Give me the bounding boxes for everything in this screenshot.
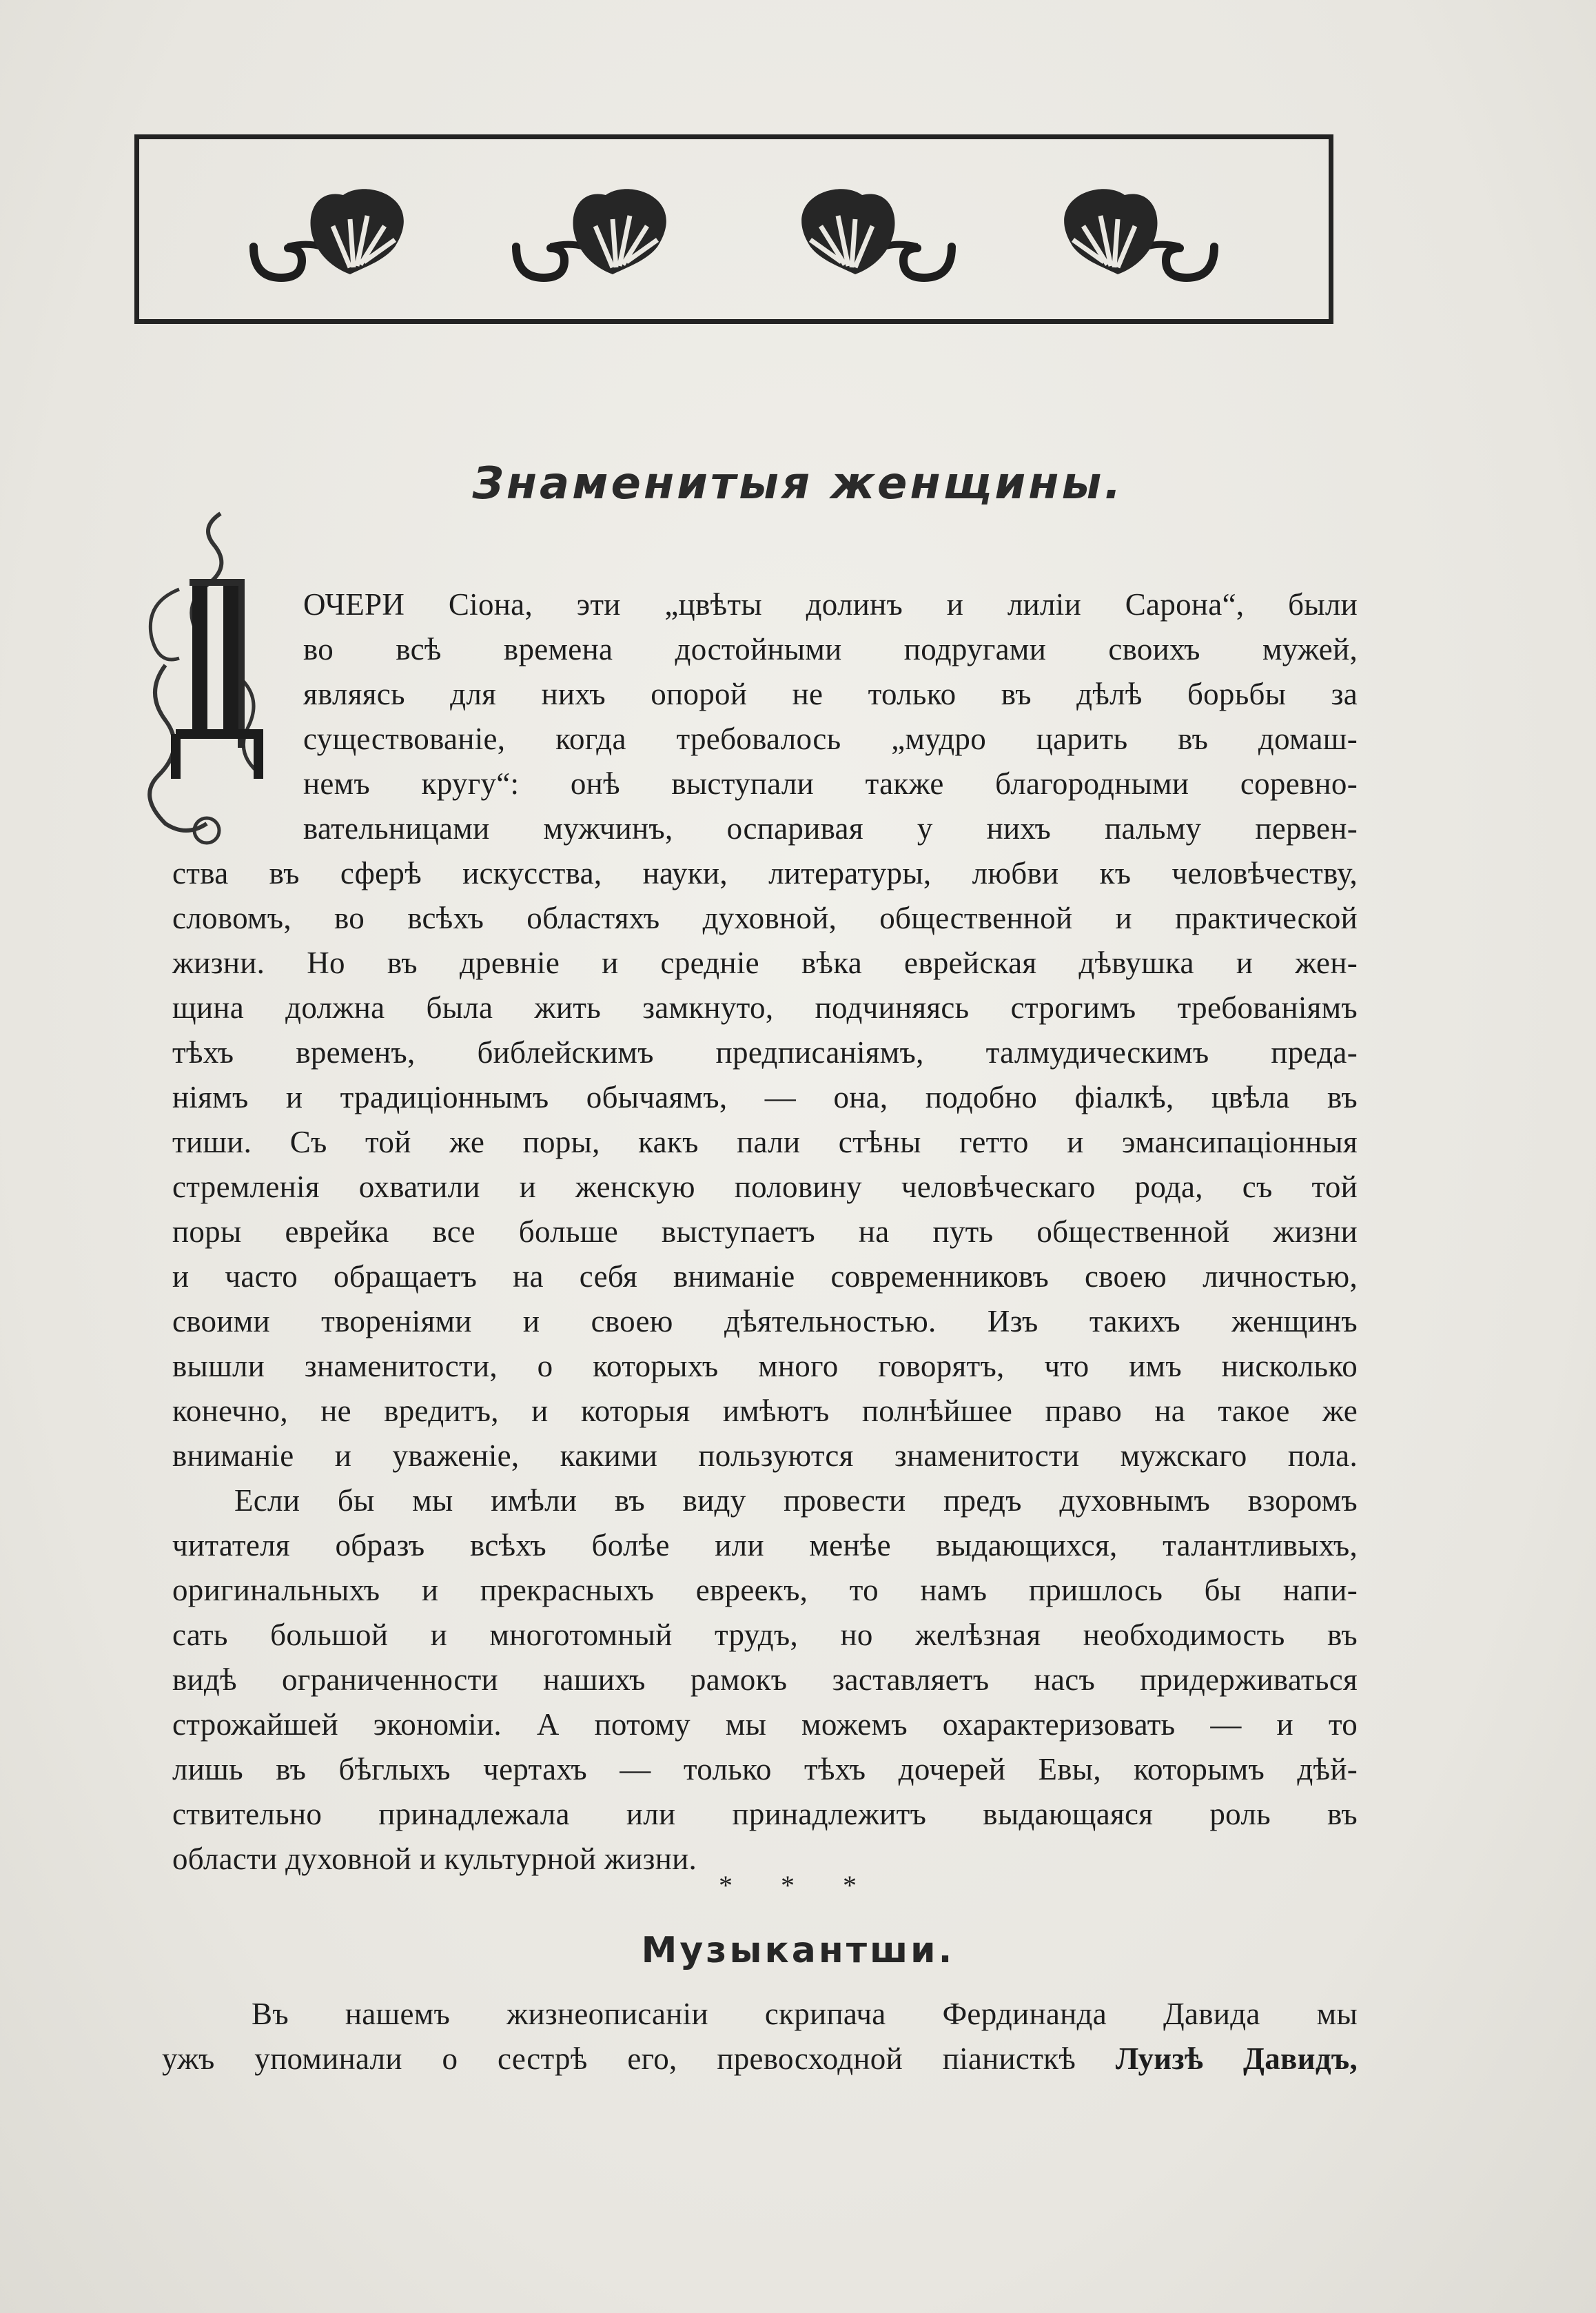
person-name: Луизѣ Давидъ, bbox=[1115, 2041, 1358, 2076]
text-line: поры еврейка все больше выступаетъ на путь общественной жизни bbox=[172, 1214, 1358, 1249]
section-title: Музыкантши. bbox=[641, 1930, 955, 1971]
text-line: жизни. Но въ древніе и средніе вѣка еврейская дѣвушка и жен- bbox=[172, 946, 1358, 980]
page-title: Знаменитыя женщины. bbox=[472, 458, 1124, 509]
text-line: существованіе, когда требовалось „мудро царить въ домаш- bbox=[303, 722, 1358, 756]
paragraph-3 bbox=[162, 1992, 1358, 2081]
text-line: ствительно принадлежала или принадлежитъ выдающаяся роль въ bbox=[172, 1797, 1358, 1831]
text-line: и часто обращаетъ на себя вниманіе современниковъ своею личностью, bbox=[172, 1259, 1358, 1294]
text-line: конечно, не вредитъ, и которыя имѣютъ полнѣйшее право на такое же bbox=[172, 1394, 1358, 1428]
text-line: вниманіе и уваженіе, какими пользуются знаменитости мужскаго пола. bbox=[172, 1438, 1358, 1473]
text-line: оригинальныхъ и прекрасныхъ евреекъ, то намъ пришлось бы напи- bbox=[172, 1573, 1358, 1607]
text-fragment: ужъ упоминали о сестрѣ его, превосходной піанисткѣ bbox=[162, 2041, 1116, 2076]
text-line: видѣ ограниченности нашихъ рамокъ заставляетъ насъ придерживаться bbox=[172, 1662, 1358, 1697]
text-line: строжайшей экономіи. А потому мы можемъ охарактеризовать — и то bbox=[172, 1707, 1358, 1742]
text-line: ніямъ и традиціоннымъ обычаямъ, — она, подобно фіалкѣ, цвѣла въ bbox=[172, 1080, 1358, 1114]
text-line: сать большой и многотомный трудъ, но желѣзная необходимость въ bbox=[172, 1618, 1358, 1652]
text-line: ОЧЕРИ Сіона, эти „цвѣты долинъ и лиліи Сарона“, были bbox=[303, 587, 1358, 622]
text-line: стремленія охватили и женскую половину человѣческаго рода, съ той bbox=[172, 1170, 1358, 1204]
text-line: вышли знаменитости, о которыхъ много говорятъ, что имъ нисколько bbox=[172, 1349, 1358, 1383]
text-line: во всѣ времена достойными подругами своихъ мужей, bbox=[303, 632, 1358, 666]
text-line: Въ нашемъ жизнеописаніи скрипача Фердинанда Давида мы bbox=[252, 1997, 1358, 2031]
header-ornament-frame bbox=[134, 134, 1333, 324]
leaf-ornament-icon bbox=[247, 171, 433, 288]
leaf-ornament-icon bbox=[509, 171, 695, 288]
leaf-ornament-icon bbox=[1035, 171, 1221, 288]
text-line: Если бы мы имѣли въ виду провести предъ духовнымъ взоромъ bbox=[234, 1483, 1358, 1518]
text-line: ства въ сферѣ искусства, науки, литературы, любви къ человѣчеству, bbox=[172, 856, 1358, 890]
text-line: лишь въ бѣглыхъ чертахъ — только тѣхъ дочерей Евы, которымъ дѣй- bbox=[172, 1752, 1358, 1786]
text-line bbox=[162, 2037, 1358, 2081]
text-line: словомъ, во всѣхъ областяхъ духовной, общественной и практической bbox=[172, 901, 1358, 935]
text-line: являясь для нихъ опорой не только въ дѣлѣ борьбы за bbox=[303, 677, 1358, 711]
section-separator: * * * bbox=[719, 1870, 877, 1901]
text-line: своими твореніями и своею дѣятельностью. Изъ такихъ женщинъ bbox=[172, 1304, 1358, 1338]
text-line: тѣхъ временъ, библейскимъ предписаніямъ, талмудическимъ преда- bbox=[172, 1035, 1358, 1070]
text-line: читателя образъ всѣхъ болѣе или менѣе выдающихся, талантливыхъ, bbox=[172, 1528, 1358, 1562]
text-line: тиши. Съ той же поры, какъ пали стѣны гетто и эмансипаціонныя bbox=[172, 1125, 1358, 1159]
text-line: области духовной и культурной жизни. bbox=[172, 1842, 697, 1876]
text-line: щина должна была жить замкнуто, подчиняясь строгимъ требованіямъ bbox=[172, 990, 1358, 1025]
paragraph-1 bbox=[172, 582, 1358, 1478]
text-line: немъ кругу“: онѣ выступали также благородными соревно- bbox=[303, 766, 1358, 801]
text-line: вательницами мужчинъ, оспаривая у нихъ пальму первен- bbox=[303, 811, 1358, 846]
paragraph-2 bbox=[172, 1478, 1358, 1882]
leaf-ornament-icon bbox=[773, 171, 959, 288]
